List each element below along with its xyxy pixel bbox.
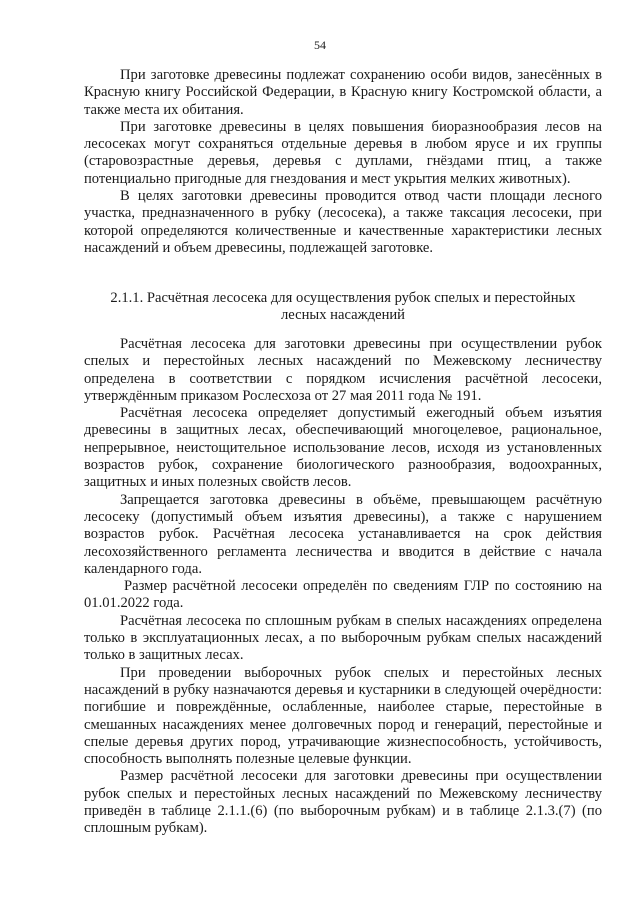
section-heading-line: 2.1.1. Расчётная лесосека для осуществления рубок спелых и перестойных — [110, 290, 576, 306]
section-heading-line: лесных насаждений — [281, 307, 405, 324]
paragraph: Расчётная лесосека для заготовки древесины при осуществлении рубок спелых и перестойных лесных насаждений по Межевскому лесничеству определена в соответствии с порядком исчисления расчётной лесосеки, утверждённым приказом Рослесхоза от 27 мая 2011 года № 191. — [84, 336, 602, 404]
paragraph: При заготовке древесины в целях повышения биоразнообразия лесов на лесосеках могут сохраняться отдельные деревья в любом ярусе и их группы (старовозрастные деревья, деревья с дуплами, гнёздами птиц, а также потенциально пригодные для гнездования и мест укрытия мелких животных). — [84, 118, 602, 187]
paragraph: Расчётная лесосека по сплошным рубкам в спелых насаждениях определена только в эксплуатационных лесах, а по выборочным рубкам спелых насаждений только в защитных лесах. — [84, 612, 602, 664]
intro-text — [84, 67, 602, 257]
section-text — [84, 336, 602, 838]
paragraph: Расчётная лесосека определяет допустимый ежегодный объем изъятия древесины в защитных лесах, обеспечивающий многоцелевое, рациональное, непрерывное, неистощительное использование лесов, исходя из установленных возрастов рубок, сохранение биологического разнообразия, водоохранных, защитных и иных полезных свойств лесов. — [84, 405, 602, 491]
paragraph: В целях заготовки древесины проводится отвод части площади лесного участка, предназначенного в рубку (лесосека), а также таксация лесосеки, при которой определяются количественные и качественные характеристики лесных насаждений и объем древесины, подлежащей заготовке. — [84, 188, 602, 256]
section-heading — [84, 290, 602, 325]
paragraph: Размер расчётной лесосеки для заготовки древесины при осуществлении рубок спелых и перестойных лесных насаждений по Межевскому лесничеству приведён в таблице 2.1.1.(6) (по выборочным рубкам) и в таблице 2.1.3.(7) (по сплошным рубкам). — [84, 768, 602, 837]
paragraph: При заготовке древесины подлежат сохранению особи видов, занесённых в Красную книгу Российской Федерации, в Красную книгу Костромской области, а также места их обитания. — [84, 67, 602, 118]
paragraph: При проведении выборочных рубок спелых и перестойных лесных насаждений в рубку назначаются деревья и кустарники в следующей очерёдности: погибшие и повреждённые, ослабленные, наиболее старые, перестойные в смешанных насаждениях менее долговечных пород и генераций, перестойные и спелые деревья других пород, утрачивающие жизнеспособность, устойчивость, способность выполнять полезные целевые функции. — [84, 664, 602, 768]
paragraph: Запрещается заготовка древесины в объёме, превышающем расчётную лесосеку (допустимый объем изъятия древесины), а также с нарушением возрастов рубок. Расчётная лесосека устанавливается на срок действия лесохозяйственного регламента лесничества и вводится в действие с начала календарного года. — [84, 491, 602, 577]
paragraph: Размер расчётной лесосеки определён по сведениям ГЛР по состоянию на 01.01.2022 года. — [84, 578, 602, 612]
page-number: 54 — [314, 38, 326, 52]
